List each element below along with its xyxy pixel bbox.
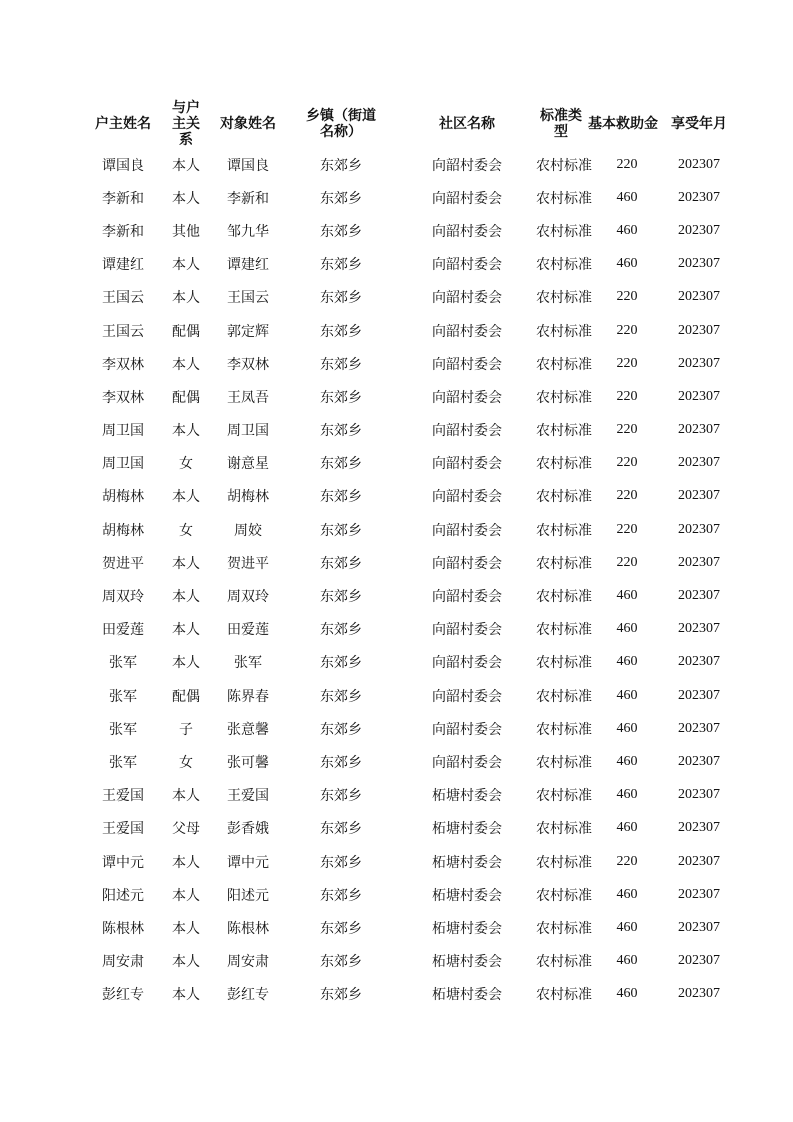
standard-type-cell: 农村标准 <box>536 223 592 240</box>
benefit-month-cell: 202307 <box>678 720 720 736</box>
standard-type-cell: 农村标准 <box>536 323 592 340</box>
household-head-name-cell: 周双玲 <box>102 589 144 606</box>
standard-type-cell: 农村标准 <box>536 257 592 274</box>
table-row <box>90 281 730 314</box>
recipient-name-cell: 谭建红 <box>227 257 269 274</box>
header-relation-to-head <box>156 100 216 148</box>
recipient-name-cell: 邹九华 <box>227 223 269 240</box>
relation-cell: 父母 <box>172 821 200 838</box>
table-row <box>90 878 730 911</box>
community-cell: 向韶村委会 <box>432 190 502 207</box>
benefit-month-cell: 202307 <box>678 853 720 869</box>
township-cell: 东郊乡 <box>320 522 362 539</box>
header-basic-relief-amount: 基本救助金 <box>588 116 658 132</box>
township-cell: 东郊乡 <box>320 655 362 672</box>
recipient-name-cell: 周姣 <box>234 522 262 539</box>
relief-amount-cell: 460 <box>616 986 638 1002</box>
benefit-month-cell: 202307 <box>678 388 720 404</box>
table-row <box>90 613 730 646</box>
relief-amount-cell: 460 <box>616 189 638 205</box>
relation-cell: 本人 <box>172 555 200 572</box>
table-row <box>90 546 730 579</box>
standard-type-cell: 农村标准 <box>536 489 592 506</box>
township-cell: 东郊乡 <box>320 555 362 572</box>
table-row <box>90 712 730 745</box>
community-cell: 向韶村委会 <box>432 456 502 473</box>
township-cell: 东郊乡 <box>320 257 362 274</box>
table-row <box>90 513 730 546</box>
relief-amount-cell: 460 <box>616 919 638 935</box>
benefit-month-cell: 202307 <box>678 588 720 604</box>
community-cell: 向韶村委会 <box>432 555 502 572</box>
township-cell: 东郊乡 <box>320 456 362 473</box>
household-head-name-cell: 张军 <box>109 655 137 672</box>
relation-cell: 女 <box>179 456 193 473</box>
household-head-name-cell: 胡梅林 <box>102 489 144 506</box>
relief-amount-cell: 460 <box>616 588 638 604</box>
header-recipient-name: 对象姓名 <box>220 116 276 132</box>
relief-amount-cell: 460 <box>616 886 638 902</box>
household-head-name-cell: 李新和 <box>102 190 144 207</box>
header-standard-type: 标准类型 <box>540 108 582 140</box>
township-cell: 东郊乡 <box>320 821 362 838</box>
standard-type-cell: 农村标准 <box>536 522 592 539</box>
recipient-name-cell: 王国云 <box>227 290 269 307</box>
township-cell: 东郊乡 <box>320 589 362 606</box>
table-row <box>90 911 730 944</box>
relation-cell: 本人 <box>172 622 200 639</box>
recipient-name-cell: 谭国良 <box>227 157 269 174</box>
benefit-month-cell: 202307 <box>678 687 720 703</box>
recipient-name-cell: 彭香娥 <box>227 821 269 838</box>
table-row <box>90 248 730 281</box>
community-cell: 向韶村委会 <box>432 356 502 373</box>
recipient-name-cell: 郭定辉 <box>227 323 269 340</box>
relief-amount-cell: 220 <box>616 322 638 338</box>
relation-cell: 女 <box>179 522 193 539</box>
standard-type-cell: 农村标准 <box>536 456 592 473</box>
township-cell: 东郊乡 <box>320 190 362 207</box>
township-cell: 东郊乡 <box>320 688 362 705</box>
relief-amount-cell: 220 <box>616 853 638 869</box>
header-township-text: 乡镇（街道名称） <box>305 108 376 140</box>
household-head-name-cell: 胡梅林 <box>102 522 144 539</box>
recipient-name-cell: 王爱国 <box>227 788 269 805</box>
township-cell: 东郊乡 <box>320 622 362 639</box>
table-row <box>90 945 730 978</box>
household-head-name-cell: 田爱莲 <box>102 622 144 639</box>
standard-type-cell: 农村标准 <box>536 589 592 606</box>
household-head-name-cell: 李双林 <box>102 389 144 406</box>
standard-type-cell: 农村标准 <box>536 655 592 672</box>
household-head-name-cell: 王国云 <box>102 323 144 340</box>
standard-type-cell: 农村标准 <box>536 190 592 207</box>
relation-cell: 子 <box>179 721 193 738</box>
recipient-name-cell: 彭红专 <box>227 987 269 1004</box>
township-cell: 东郊乡 <box>320 389 362 406</box>
relief-amount-cell: 220 <box>616 488 638 504</box>
relation-cell: 本人 <box>172 356 200 373</box>
relief-amount-cell: 220 <box>616 554 638 570</box>
recipient-name-cell: 阳述元 <box>227 887 269 904</box>
relation-cell: 本人 <box>172 655 200 672</box>
relation-cell: 本人 <box>172 887 200 904</box>
table-row <box>90 347 730 380</box>
recipient-name-cell: 周双玲 <box>227 589 269 606</box>
standard-type-cell: 农村标准 <box>536 920 592 937</box>
standard-type-cell: 农村标准 <box>536 423 592 440</box>
recipient-name-cell: 周卫国 <box>227 423 269 440</box>
township-cell: 东郊乡 <box>320 323 362 340</box>
household-head-name-cell: 王国云 <box>102 290 144 307</box>
table-row <box>90 314 730 347</box>
table-row <box>90 779 730 812</box>
benefit-month-cell: 202307 <box>678 289 720 305</box>
relation-cell: 本人 <box>172 157 200 174</box>
community-cell: 柘塘村委会 <box>432 920 502 937</box>
community-cell: 柘塘村委会 <box>432 854 502 871</box>
benefit-month-cell: 202307 <box>678 156 720 172</box>
household-head-name-cell: 王爱国 <box>102 821 144 838</box>
table-row <box>90 579 730 612</box>
benefit-month-cell: 202307 <box>678 422 720 438</box>
standard-type-cell: 农村标准 <box>536 721 592 738</box>
benefit-month-cell: 202307 <box>678 654 720 670</box>
recipient-name-cell: 李双林 <box>227 356 269 373</box>
community-cell: 柘塘村委会 <box>432 987 502 1004</box>
recipient-name-cell: 李新和 <box>227 190 269 207</box>
relation-cell: 本人 <box>172 290 200 307</box>
table-row <box>90 646 730 679</box>
standard-type-cell: 农村标准 <box>536 954 592 971</box>
standard-type-cell: 农村标准 <box>536 887 592 904</box>
relief-amount-cell: 460 <box>616 753 638 769</box>
benefit-month-cell: 202307 <box>678 554 720 570</box>
relief-amount-cell: 460 <box>616 787 638 803</box>
community-cell: 向韶村委会 <box>432 655 502 672</box>
township-cell: 东郊乡 <box>320 290 362 307</box>
recipient-name-cell: 张意馨 <box>227 721 269 738</box>
relief-amount-cell: 460 <box>616 720 638 736</box>
relief-amount-cell: 460 <box>616 953 638 969</box>
table-row <box>90 745 730 778</box>
household-head-name-cell: 张军 <box>109 688 137 705</box>
table-row <box>90 845 730 878</box>
household-head-name-cell: 王爱国 <box>102 788 144 805</box>
township-cell: 东郊乡 <box>320 157 362 174</box>
recipient-name-cell: 谭中元 <box>227 854 269 871</box>
table-row <box>90 812 730 845</box>
benefit-month-cell: 202307 <box>678 322 720 338</box>
table-row <box>90 480 730 513</box>
relief-amount-cell: 460 <box>616 687 638 703</box>
household-head-name-cell: 周安肃 <box>102 954 144 971</box>
community-cell: 向韶村委会 <box>432 157 502 174</box>
community-cell: 向韶村委会 <box>432 688 502 705</box>
table-header <box>90 100 730 148</box>
community-cell: 向韶村委会 <box>432 589 502 606</box>
relation-cell: 配偶 <box>172 688 200 705</box>
township-cell: 东郊乡 <box>320 721 362 738</box>
standard-type-cell: 农村标准 <box>536 821 592 838</box>
community-cell: 向韶村委会 <box>432 754 502 771</box>
township-cell: 东郊乡 <box>320 423 362 440</box>
benefit-month-cell: 202307 <box>678 355 720 371</box>
community-cell: 向韶村委会 <box>432 489 502 506</box>
community-cell: 向韶村委会 <box>432 721 502 738</box>
township-cell: 东郊乡 <box>320 920 362 937</box>
township-cell: 东郊乡 <box>320 489 362 506</box>
recipient-name-cell: 王凤吾 <box>227 389 269 406</box>
township-cell: 东郊乡 <box>320 987 362 1004</box>
relief-amount-cell: 220 <box>616 455 638 471</box>
benefit-month-cell: 202307 <box>678 953 720 969</box>
recipient-name-cell: 田爱莲 <box>227 622 269 639</box>
table-row <box>90 148 730 181</box>
benefit-month-cell: 202307 <box>678 488 720 504</box>
household-head-name-cell: 谭建红 <box>102 257 144 274</box>
household-head-name-cell: 李新和 <box>102 223 144 240</box>
relief-amount-cell: 460 <box>616 820 638 836</box>
community-cell: 向韶村委会 <box>432 423 502 440</box>
household-head-name-cell: 李双林 <box>102 356 144 373</box>
relation-cell: 本人 <box>172 257 200 274</box>
standard-type-cell: 农村标准 <box>536 854 592 871</box>
benefit-month-cell: 202307 <box>678 521 720 537</box>
benefit-month-cell: 202307 <box>678 820 720 836</box>
community-cell: 向韶村委会 <box>432 257 502 274</box>
relief-amount-cell: 220 <box>616 422 638 438</box>
household-head-name-cell: 谭国良 <box>102 157 144 174</box>
standard-type-cell: 农村标准 <box>536 987 592 1004</box>
township-cell: 东郊乡 <box>320 954 362 971</box>
relation-cell: 本人 <box>172 788 200 805</box>
relation-cell: 本人 <box>172 854 200 871</box>
relief-amount-cell: 220 <box>616 156 638 172</box>
benefit-month-cell: 202307 <box>678 919 720 935</box>
township-cell: 东郊乡 <box>320 788 362 805</box>
standard-type-cell: 农村标准 <box>536 290 592 307</box>
recipient-name-cell: 贺进平 <box>227 555 269 572</box>
table-body <box>90 148 730 1011</box>
benefit-month-cell: 202307 <box>678 455 720 471</box>
relief-amount-cell: 220 <box>616 355 638 371</box>
community-cell: 柘塘村委会 <box>432 887 502 904</box>
community-cell: 向韶村委会 <box>432 290 502 307</box>
relief-amount-cell: 460 <box>616 621 638 637</box>
community-cell: 向韶村委会 <box>432 622 502 639</box>
relation-cell: 女 <box>179 754 193 771</box>
table-row <box>90 978 730 1011</box>
standard-type-cell: 农村标准 <box>536 622 592 639</box>
recipient-name-cell: 谢意星 <box>227 456 269 473</box>
benefit-month-cell: 202307 <box>678 621 720 637</box>
household-head-name-cell: 阳述元 <box>102 887 144 904</box>
township-cell: 东郊乡 <box>320 356 362 373</box>
header-community-name: 社区名称 <box>439 116 495 132</box>
recipient-name-cell: 胡梅林 <box>227 489 269 506</box>
standard-type-cell: 农村标准 <box>536 688 592 705</box>
benefit-month-cell: 202307 <box>678 787 720 803</box>
relief-amount-cell: 460 <box>616 654 638 670</box>
relation-cell: 本人 <box>172 190 200 207</box>
household-head-name-cell: 陈根林 <box>102 920 144 937</box>
standard-type-cell: 农村标准 <box>536 754 592 771</box>
relation-cell: 本人 <box>172 987 200 1004</box>
township-cell: 东郊乡 <box>320 754 362 771</box>
household-head-name-cell: 彭红专 <box>102 987 144 1004</box>
benefit-month-cell: 202307 <box>678 886 720 902</box>
relation-cell: 配偶 <box>172 323 200 340</box>
community-cell: 向韶村委会 <box>432 223 502 240</box>
standard-type-cell: 农村标准 <box>536 389 592 406</box>
relation-cell: 配偶 <box>172 389 200 406</box>
household-head-name-cell: 周卫国 <box>102 423 144 440</box>
benefit-month-cell: 202307 <box>678 986 720 1002</box>
table-row <box>90 181 730 214</box>
relief-recipient-list <box>90 100 730 1011</box>
table-row <box>90 679 730 712</box>
recipient-table <box>90 100 730 1011</box>
recipient-name-cell: 张军 <box>234 655 262 672</box>
recipient-name-cell: 陈根林 <box>227 920 269 937</box>
header-household-head-name: 户主姓名 <box>95 116 151 132</box>
benefit-month-cell: 202307 <box>678 222 720 238</box>
relation-cell: 本人 <box>172 954 200 971</box>
relief-amount-cell: 220 <box>616 388 638 404</box>
relief-amount-cell: 460 <box>616 256 638 272</box>
community-cell: 柘塘村委会 <box>432 788 502 805</box>
household-head-name-cell: 周卫国 <box>102 456 144 473</box>
community-cell: 柘塘村委会 <box>432 954 502 971</box>
relation-cell: 其他 <box>172 223 200 240</box>
recipient-name-cell: 张可馨 <box>227 754 269 771</box>
benefit-month-cell: 202307 <box>678 753 720 769</box>
relief-amount-cell: 220 <box>616 521 638 537</box>
community-cell: 向韶村委会 <box>432 522 502 539</box>
township-cell: 东郊乡 <box>320 854 362 871</box>
relief-amount-cell: 460 <box>616 222 638 238</box>
benefit-month-cell: 202307 <box>678 256 720 272</box>
household-head-name-cell: 张军 <box>109 754 137 771</box>
recipient-name-cell: 陈界春 <box>227 688 269 705</box>
table-row <box>90 380 730 413</box>
relation-cell: 本人 <box>172 489 200 506</box>
table-row <box>90 447 730 480</box>
standard-type-cell: 农村标准 <box>536 157 592 174</box>
header-row <box>90 100 730 148</box>
relation-cell: 本人 <box>172 920 200 937</box>
community-cell: 向韶村委会 <box>432 389 502 406</box>
relation-cell: 本人 <box>172 423 200 440</box>
header-relation-to-head-text: 与户主关系 <box>171 100 200 148</box>
benefit-month-cell: 202307 <box>678 189 720 205</box>
household-head-name-cell: 张军 <box>109 721 137 738</box>
header-township <box>280 100 402 148</box>
township-cell: 东郊乡 <box>320 887 362 904</box>
standard-type-cell: 农村标准 <box>536 555 592 572</box>
household-head-name-cell: 贺进平 <box>102 555 144 572</box>
community-cell: 柘塘村委会 <box>432 821 502 838</box>
header-benefit-month: 享受年月 <box>671 116 727 132</box>
standard-type-cell: 农村标准 <box>536 788 592 805</box>
relation-cell: 本人 <box>172 589 200 606</box>
relief-amount-cell: 220 <box>616 289 638 305</box>
township-cell: 东郊乡 <box>320 223 362 240</box>
household-head-name-cell: 谭中元 <box>102 854 144 871</box>
recipient-name-cell: 周安肃 <box>227 954 269 971</box>
table-row <box>90 214 730 247</box>
standard-type-cell: 农村标准 <box>536 356 592 373</box>
table-row <box>90 414 730 447</box>
community-cell: 向韶村委会 <box>432 323 502 340</box>
